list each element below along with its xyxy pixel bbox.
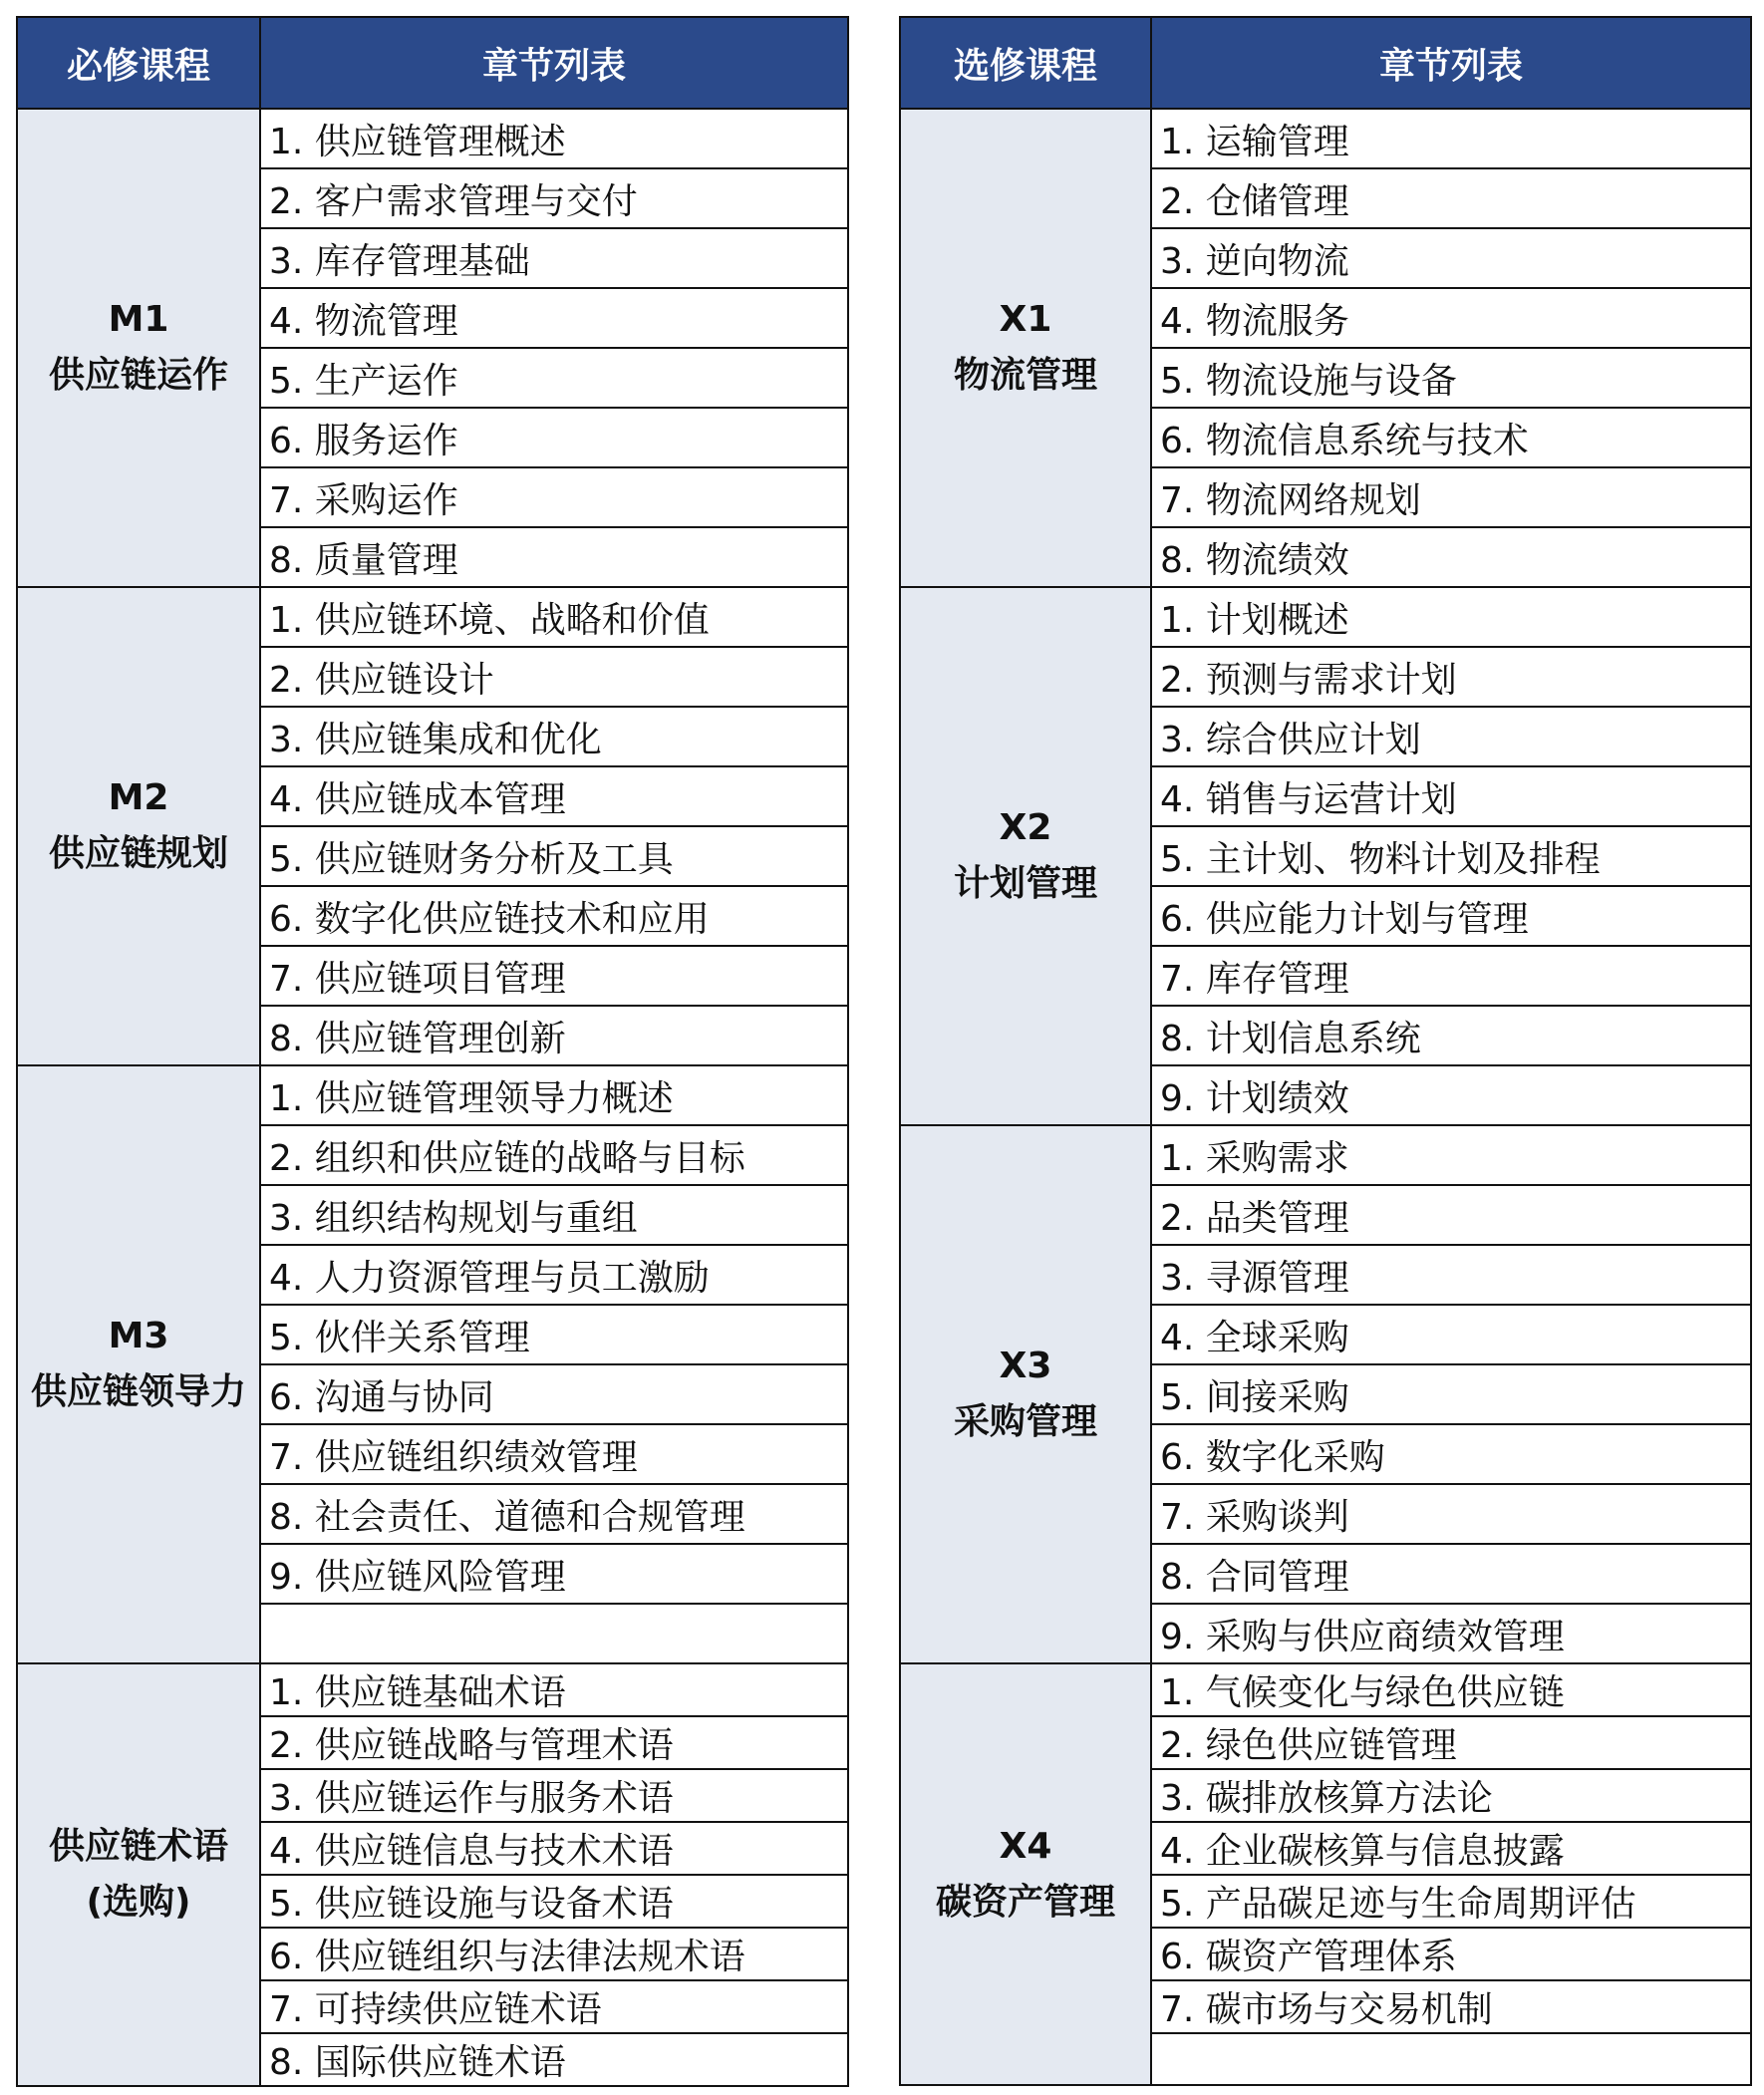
- chapter-cell: 1. 供应链基础术语: [260, 1663, 848, 1716]
- module-name: 供应链运作: [48, 355, 228, 396]
- chapter-cell: 1. 气候变化与绿色供应链: [1151, 1663, 1751, 1716]
- table-row: [17, 587, 848, 647]
- table-row: [17, 109, 848, 168]
- chapter-cell: 2. 供应链战略与管理术语: [260, 1716, 848, 1769]
- chapter-cell: 6. 碳资产管理体系: [1151, 1928, 1751, 1980]
- module-cell: [900, 1125, 1151, 1663]
- chapter-cell: 1. 运输管理: [1151, 109, 1751, 168]
- module-code: M1: [108, 299, 169, 341]
- chapter-cell: 7. 可持续供应链术语: [260, 1980, 848, 2033]
- chapter-cell: 8. 国际供应链术语: [260, 2033, 848, 2086]
- chapter-cell: 6. 数字化供应链技术和应用: [260, 886, 848, 946]
- module-cell: [17, 1663, 260, 2086]
- chapter-cell: 1. 供应链环境、战略和价值: [260, 587, 848, 647]
- chapter-cell: 6. 沟通与协同: [260, 1364, 848, 1424]
- chapter-cell: 3. 供应链集成和优化: [260, 707, 848, 766]
- chapter-cell: 8. 合同管理: [1151, 1544, 1751, 1604]
- chapter-cell: 6. 供应链组织与法律法规术语: [260, 1928, 848, 1980]
- table-row: [900, 1125, 1751, 1185]
- chapter-cell: 1. 采购需求: [1151, 1125, 1751, 1185]
- chapter-cell: 2. 供应链设计: [260, 647, 848, 707]
- chapter-cell: 4. 物流管理: [260, 288, 848, 348]
- module-name: 计划管理: [953, 863, 1097, 904]
- module-code: X1: [999, 299, 1052, 341]
- chapter-cell: 3. 碳排放核算方法论: [1151, 1769, 1751, 1822]
- chapter-cell: 9. 供应链风险管理: [260, 1544, 848, 1604]
- table-row: [17, 1065, 848, 1125]
- chapter-cell: 3. 综合供应计划: [1151, 707, 1751, 766]
- module-code: 供应链术语: [48, 1826, 228, 1868]
- chapter-cell: 6. 服务运作: [260, 408, 848, 467]
- module-name: 供应链领导力: [30, 1371, 246, 1412]
- header-course: 选修课程: [900, 17, 1151, 109]
- elective-courses-table: [899, 16, 1752, 2086]
- chapter-cell: 1. 供应链管理概述: [260, 109, 848, 168]
- module-cell: [17, 587, 260, 1065]
- chapter-cell: 5. 物流设施与设备: [1151, 348, 1751, 408]
- chapter-cell: 7. 库存管理: [1151, 946, 1751, 1006]
- chapter-cell: 5. 供应链财务分析及工具: [260, 826, 848, 886]
- chapter-cell: 2. 组织和供应链的战略与目标: [260, 1125, 848, 1185]
- required-courses-table: [16, 16, 849, 2087]
- chapter-cell: 7. 供应链组织绩效管理: [260, 1424, 848, 1484]
- chapter-cell: 4. 企业碳核算与信息披露: [1151, 1822, 1751, 1875]
- chapter-cell: 2. 客户需求管理与交付: [260, 168, 848, 228]
- module-name: 物流管理: [953, 355, 1097, 396]
- chapter-cell: 1. 供应链管理领导力概述: [260, 1065, 848, 1125]
- module-code: M3: [108, 1316, 169, 1357]
- chapter-cell: 5. 间接采购: [1151, 1364, 1751, 1424]
- chapter-cell: 9. 采购与供应商绩效管理: [1151, 1604, 1751, 1663]
- module-code: X2: [999, 807, 1052, 849]
- chapter-cell: 1. 计划概述: [1151, 587, 1751, 647]
- chapter-cell: 5. 供应链设施与设备术语: [260, 1875, 848, 1928]
- module-name: 供应链规划: [48, 833, 228, 874]
- module-cell: [900, 1663, 1151, 2085]
- chapter-cell: 4. 销售与运营计划: [1151, 766, 1751, 826]
- header-chapters: 章节列表: [1151, 17, 1751, 109]
- table-row: [900, 1663, 1751, 1716]
- chapter-cell: 2. 品类管理: [1151, 1185, 1751, 1245]
- header-chapters: 章节列表: [260, 17, 848, 109]
- chapter-cell: 6. 物流信息系统与技术: [1151, 408, 1751, 467]
- chapter-cell: 3. 逆向物流: [1151, 228, 1751, 288]
- chapter-cell: 3. 库存管理基础: [260, 228, 848, 288]
- chapter-cell: 7. 采购运作: [260, 467, 848, 527]
- header-course: 必修课程: [17, 17, 260, 109]
- module-name: 采购管理: [953, 1401, 1097, 1442]
- chapter-cell: 2. 预测与需求计划: [1151, 647, 1751, 707]
- chapter-cell: 5. 伙伴关系管理: [260, 1305, 848, 1364]
- chapter-cell: 7. 供应链项目管理: [260, 946, 848, 1006]
- chapter-cell: 9. 计划绩效: [1151, 1065, 1751, 1125]
- header-row: [900, 17, 1751, 109]
- table-row: [17, 1663, 848, 1716]
- chapter-cell: 4. 供应链信息与技术术语: [260, 1822, 848, 1875]
- chapter-cell: 3. 供应链运作与服务术语: [260, 1769, 848, 1822]
- chapter-cell: 5. 生产运作: [260, 348, 848, 408]
- elective-table-body: [900, 109, 1751, 2085]
- table-row: [900, 587, 1751, 647]
- chapter-cell: 6. 供应能力计划与管理: [1151, 886, 1751, 946]
- empty-chapter-cell: [260, 1604, 848, 1663]
- chapter-cell: 8. 物流绩效: [1151, 527, 1751, 587]
- module-code: X3: [999, 1346, 1052, 1387]
- header-row: [17, 17, 848, 109]
- chapter-cell: 6. 数字化采购: [1151, 1424, 1751, 1484]
- chapter-cell: 8. 计划信息系统: [1151, 1006, 1751, 1065]
- chapter-cell: 8. 供应链管理创新: [260, 1006, 848, 1065]
- chapter-cell: 4. 人力资源管理与员工激励: [260, 1245, 848, 1305]
- module-cell: [900, 109, 1151, 587]
- chapter-cell: 3. 寻源管理: [1151, 1245, 1751, 1305]
- chapter-cell: 2. 仓储管理: [1151, 168, 1751, 228]
- module-code: X4: [999, 1825, 1052, 1867]
- chapter-cell: 2. 绿色供应链管理: [1151, 1716, 1751, 1769]
- chapter-cell: 4. 供应链成本管理: [260, 766, 848, 826]
- module-name: 碳资产管理: [935, 1881, 1115, 1923]
- chapter-cell: 7. 物流网络规划: [1151, 467, 1751, 527]
- table-row: [900, 109, 1751, 168]
- module-cell: [17, 109, 260, 587]
- module-cell: [900, 587, 1151, 1125]
- module-name: (选购): [86, 1882, 191, 1923]
- chapter-cell: 8. 社会责任、道德和合规管理: [260, 1484, 848, 1544]
- chapter-cell: 4. 全球采购: [1151, 1305, 1751, 1364]
- module-code: M2: [108, 777, 169, 819]
- chapter-cell: 7. 碳市场与交易机制: [1151, 1980, 1751, 2033]
- chapter-cell: 7. 采购谈判: [1151, 1484, 1751, 1544]
- empty-chapter-cell: [1151, 2033, 1751, 2085]
- chapter-cell: 3. 组织结构规划与重组: [260, 1185, 848, 1245]
- chapter-cell: 5. 产品碳足迹与生命周期评估: [1151, 1875, 1751, 1928]
- required-table-body: [17, 109, 848, 2086]
- chapter-cell: 4. 物流服务: [1151, 288, 1751, 348]
- chapter-cell: 5. 主计划、物料计划及排程: [1151, 826, 1751, 886]
- module-cell: [17, 1065, 260, 1663]
- chapter-cell: 8. 质量管理: [260, 527, 848, 587]
